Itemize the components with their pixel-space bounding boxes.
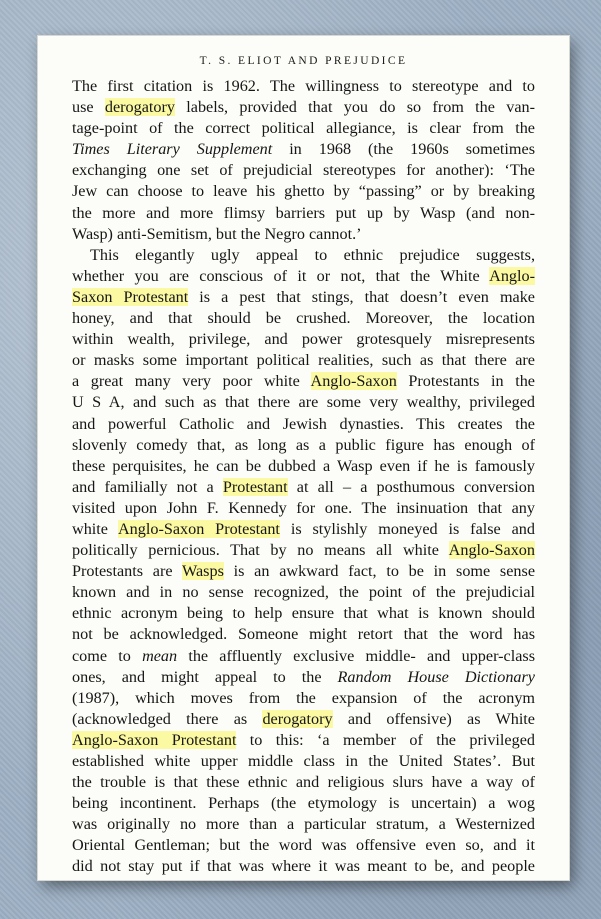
text-run: U S A, and such as that there are some very wealthy, privileged [72,393,535,412]
text-run: white [72,519,118,538]
text-line [72,118,535,139]
text-run: these perquisites, he can be dubbed a Wasp even if he is famously [72,456,535,475]
text-line [72,287,535,308]
text-run: known and in no sense recognized, the point of the prejudicial [72,583,535,602]
text-line [72,709,535,730]
italic-title: Random House Dictionary [337,667,535,686]
text-line [72,350,535,371]
text-run: did not stay put if that was where it was meant to be, and people [72,857,535,876]
text-line [72,751,535,772]
text-line [72,624,535,645]
text-line [72,667,535,688]
text-line [72,224,535,245]
text-run: come to [72,646,143,665]
highlighted-term: Anglo-Saxon Protestant [72,730,237,749]
text-run: whether you are conscious of it or not, that the White [72,266,490,285]
text-run: was originally no more than a particular stratum, a Westernized [72,815,535,834]
text-run: and offensive) as White [332,709,535,728]
text-line [72,603,535,624]
text-run: The first citation is 1962. The willingness to stereotype and to [72,77,535,95]
text-run: the trouble is that these ethnic and religious slurs have a way of [72,773,535,792]
text-run: is an awkward fact, to be in some sense [223,562,535,581]
text-run: visited upon John F. Kennedy for one. The insinuation that any [72,498,535,517]
text-run: the affluently exclusive middle- and upper-class [177,646,535,665]
text-run: not be acknowledged. Someone might retort that the word has [72,625,535,644]
text-run: ones, and might appeal to the [72,667,338,686]
text-line [72,688,535,709]
text-run: This elegantly ugly appeal to ethnic prejudice suggests, [90,245,535,264]
text-line [72,456,535,477]
text-run: (acknowledged there as [72,709,263,728]
text-run: politically pernicious. That by no means all white [72,541,449,560]
text-run: and familially not a [72,477,223,496]
text-line [72,160,535,181]
highlighted-term: Anglo-Saxon Protestant [117,519,280,538]
text-line [72,856,535,877]
text-line [72,181,535,202]
running-head: T. S. ELIOT AND PREJUDICE [199,55,408,67]
text-line [72,266,535,287]
text-line [72,814,535,835]
text-run: Protestants in the [396,372,535,391]
text-line [72,203,535,224]
highlighted-term: derogatory [104,98,175,117]
text-line [72,540,535,561]
text-line [72,392,535,413]
highlighted-term: derogatory [262,709,333,728]
text-run: Wasp) anti-Semitism, but the Negro cannot.’ [72,224,362,243]
highlighted-term: Protestant [222,477,288,496]
text-run: use [72,98,105,117]
text-run: (1987), which moves from the expansion of the acronym [72,688,535,707]
text-line [72,519,535,540]
highlighted-term: Anglo- [489,266,535,285]
text-line [72,793,535,814]
text-run: exchanging one set of prejudicial stereotypes for another): ‘The [72,161,535,180]
text-run: in 1968 (the 1960s sometimes [272,140,535,159]
text-run: at all – a posthumous conversion [287,477,535,496]
italic-title: mean [142,646,178,665]
text-run: and powerful Catholic and Jewish dynasties. This creates the [72,414,535,433]
text-line [72,435,535,456]
paragraph-2 [72,245,535,878]
text-line [72,329,535,350]
book-page [38,36,569,880]
text-run: established white upper middle class in the United States’. But [72,752,535,770]
text-run: a great many very poor white [72,372,311,391]
text-run: Jew can choose to leave his ghetto by “passing” or by breaking [72,182,535,201]
highlighted-term: Anglo-Saxon [448,541,535,560]
text-line [72,139,535,160]
text-run: to this: ‘a member of the privileged [236,730,535,749]
text-line [72,835,535,856]
italic-title: Times Literary Supplement [72,140,273,159]
text-line [72,97,535,118]
text-run: is a pest that stings, that doesn’t even make [188,287,535,306]
text-run: ethnic acronym being to help ensure that what is known should [72,604,535,623]
text-run: Protestants are [72,562,183,581]
text-line [72,772,535,793]
highlighted-term: Wasps [182,562,224,581]
text-line [72,308,535,329]
text-run: tage-point of the correct political allegiance, is clear from the [72,119,535,138]
text-line [72,582,535,603]
text-run: or masks some important political realities, such as that there are [72,351,535,370]
text-run: labels, provided that you do so from the van- [174,98,535,117]
text-line [72,477,535,498]
highlighted-term: Anglo-Saxon [310,372,397,391]
text-line [72,498,535,519]
text-line [72,561,535,582]
text-run: within wealth, privilege, and power grotesquely misrepresents [72,330,535,349]
body-text [72,76,535,878]
text-line [72,646,535,667]
paragraph-1 [72,76,535,245]
text-line [72,371,535,392]
text-line [72,414,535,435]
text-run: Oriental Gentleman; but the word was offensive even so, and it [72,836,535,855]
text-run: being incontinent. Perhaps (the etymology is uncertain) a wog [72,794,535,813]
text-run: honey, and that should be crushed. Moreover, the location [72,309,535,328]
text-run: slovenly comedy that, as long as a public figure has enough of [72,435,535,454]
text-line [72,76,535,97]
text-line [72,245,535,266]
text-run: the more and more flimsy barriers put up by Wasp (and non- [72,203,535,222]
text-run: is stylishly moneyed is false and [279,519,535,538]
highlighted-term: Saxon Protestant [72,287,189,306]
text-line [72,730,535,751]
